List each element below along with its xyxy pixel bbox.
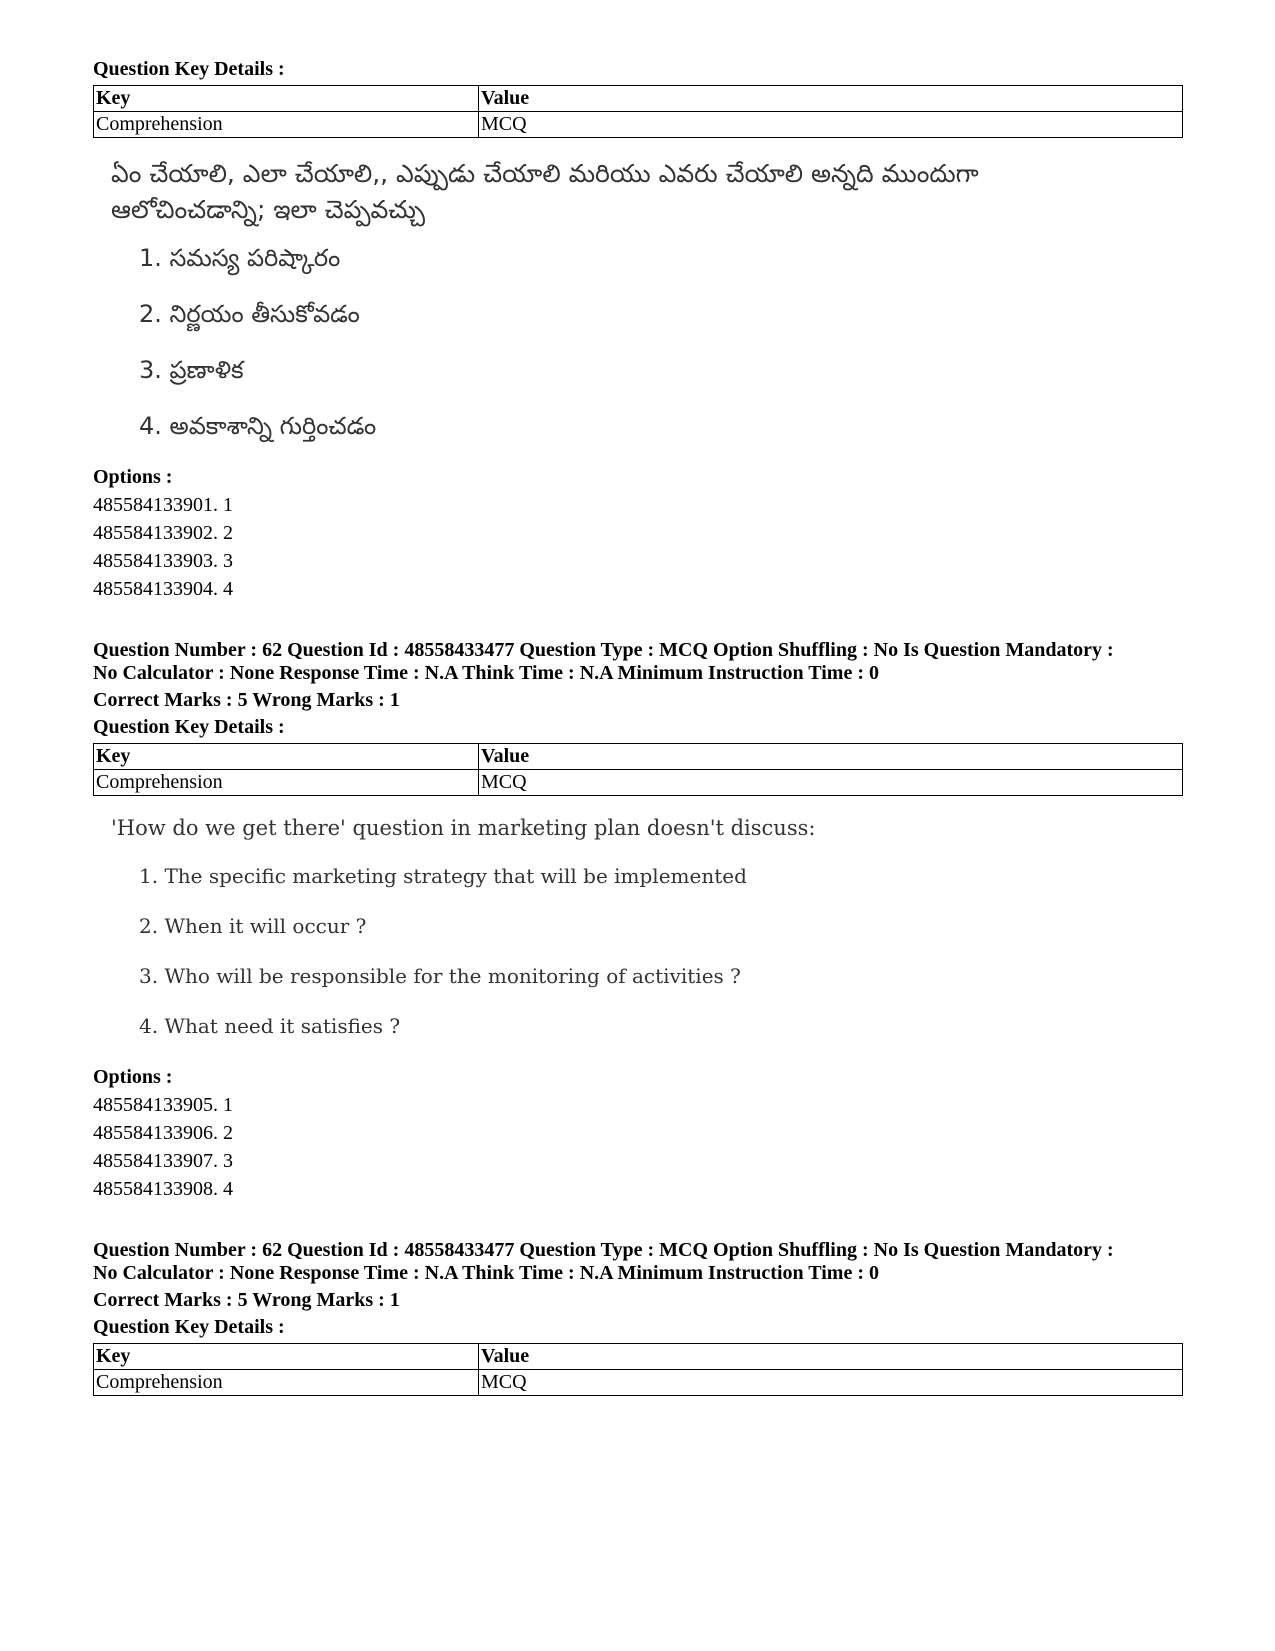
question-item: 2. నిర్ణయం తీసుకోవడం — [139, 300, 360, 328]
marks-line: Correct Marks : 5 Wrong Marks : 1 — [93, 689, 400, 711]
question-image-telugu — [111, 156, 1183, 464]
table-cell-value: MCQ — [479, 112, 1183, 138]
question-item: 4. అవకాశాన్ని గుర్తించడం — [139, 412, 377, 440]
table-header-key: Key — [94, 86, 479, 112]
question-meta-line-1: Question Number : 62 Question Id : 48558433477 Question Type : MCQ Option Shuffling : No Is Question Mandatory : — [93, 639, 1114, 661]
table-header-key: Key — [94, 744, 479, 770]
question-item: 4. What need it satisfies ? — [139, 1014, 401, 1038]
option-item: 485584133908. 4 — [93, 1178, 233, 1200]
options-label: Options : — [93, 1066, 173, 1088]
table-header-row — [94, 744, 1183, 770]
option-item: 485584133905. 1 — [93, 1094, 233, 1116]
table-cell-value: MCQ — [479, 770, 1183, 796]
question-meta-line-2: No Calculator : None Response Time : N.A Think Time : N.A Minimum Instruction Time : 0 — [93, 1262, 879, 1284]
table-header-value: Value — [479, 1344, 1183, 1370]
table-cell-key: Comprehension — [94, 112, 479, 138]
key-details-table — [93, 85, 1183, 138]
question-item: 3. ప్రణాళిక — [139, 356, 244, 384]
question-text: ఏం చేయాలి, ఎలా చేయాలి,, ఎప్పుడు చేయాలి మరియు ఎవరు చేయాలి అన్నది ముందుగా ఆలోచించడాన్ని; ఇలా చెప్పవచ్చు — [111, 159, 979, 224]
table-header-key: Key — [94, 1344, 479, 1370]
question-item: 1. The specific marketing strategy that will be implemented — [139, 864, 747, 888]
question-item: 2. When it will occur ? — [139, 914, 367, 938]
table-cell-key: Comprehension — [94, 1370, 479, 1396]
option-item: 485584133906. 2 — [93, 1122, 233, 1144]
table-row — [94, 112, 1183, 138]
table-header-value: Value — [479, 744, 1183, 770]
option-item: 485584133901. 1 — [93, 494, 233, 516]
question-meta-line-2: No Calculator : None Response Time : N.A Think Time : N.A Minimum Instruction Time : 0 — [93, 662, 879, 684]
table-header-row — [94, 86, 1183, 112]
option-item: 485584133903. 3 — [93, 550, 233, 572]
question-meta-line-1: Question Number : 62 Question Id : 48558433477 Question Type : MCQ Option Shuffling : No Is Question Mandatory : — [93, 1239, 1114, 1261]
document-page — [93, 58, 1183, 1396]
table-cell-value: MCQ — [479, 1370, 1183, 1396]
key-details-label: Question Key Details : — [93, 1316, 285, 1338]
question-text: 'How do we get there' question in marketing plan doesn't discuss: — [111, 816, 816, 840]
marks-line: Correct Marks : 5 Wrong Marks : 1 — [93, 1289, 400, 1311]
key-details-table — [93, 743, 1183, 796]
question-item: 1. సమస్య పరిష్కారం — [139, 244, 341, 272]
table-header-value: Value — [479, 86, 1183, 112]
key-details-table — [93, 1343, 1183, 1396]
question-item: 3. Who will be responsible for the monitoring of activities ? — [139, 964, 741, 988]
key-details-label: Question Key Details : — [93, 716, 285, 738]
question-block-62-repeat — [93, 1239, 1183, 1396]
options-label: Options : — [93, 466, 173, 488]
key-details-label: Question Key Details : — [93, 58, 285, 80]
option-item: 485584133902. 2 — [93, 522, 233, 544]
question-block-61 — [93, 58, 1183, 603]
table-header-row — [94, 1344, 1183, 1370]
question-block-62 — [93, 639, 1183, 1203]
option-item: 485584133904. 4 — [93, 578, 233, 600]
table-row — [94, 1370, 1183, 1396]
table-cell-key: Comprehension — [94, 770, 479, 796]
table-row — [94, 770, 1183, 796]
question-image-english — [111, 814, 1183, 1066]
option-item: 485584133907. 3 — [93, 1150, 233, 1172]
